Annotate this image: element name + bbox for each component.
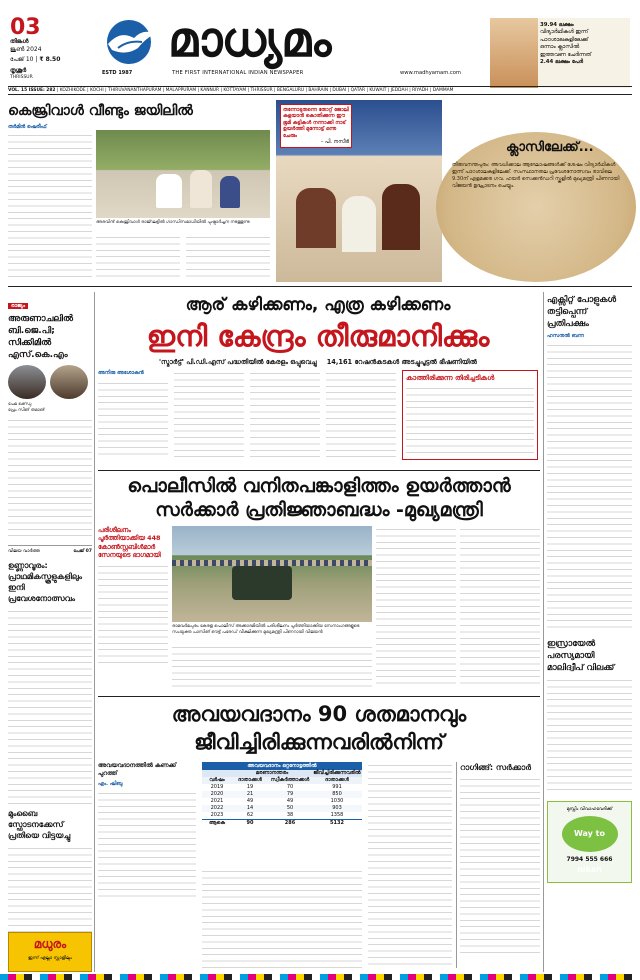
weekday: തിങ്കൾ	[10, 38, 29, 45]
lead-kicker[interactable]: ആര് കഴിക്കണം, എത്ര കഴിക്കണം	[185, 295, 451, 315]
right-byline: ഹസനുൽ ബന്ന	[547, 333, 584, 339]
police-body-3	[172, 644, 372, 688]
organ-col-0: വർഷം	[209, 777, 225, 783]
right-column	[547, 294, 632, 974]
promo-line-6: 2.44 ലക്ഷം പേർ	[540, 59, 584, 66]
right-body-1	[547, 342, 632, 632]
page-count: പേജ് 10	[10, 56, 34, 63]
story1-byline: തർമിൻ ഷെരീഫ്	[8, 124, 47, 130]
story-school	[276, 100, 632, 282]
lead-body-2	[174, 370, 244, 460]
madhuram-brand: മധുരം	[33, 937, 67, 951]
edition-city-en: THRISSUR	[10, 75, 33, 80]
organ-byline: എം. ഷിബു	[98, 781, 123, 787]
lead-byline: അനിരു അശോകൻ	[98, 370, 144, 376]
table-cell: 50	[286, 805, 294, 811]
sidebar-body-3	[8, 845, 92, 935]
lead-box-body	[406, 385, 534, 455]
organ-group-dead: മരണാനന്തരം	[255, 770, 289, 776]
promo-block	[490, 18, 630, 88]
edition-item: | THIRUVANANTHAPURAM	[103, 88, 162, 93]
organ-group-live: ജീവിച്ചിരിക്കുന്നവരിൽ	[313, 770, 361, 776]
organ-headline-1[interactable]: അവയവദാനം 90 ശതമാനവും	[171, 702, 467, 726]
school-title[interactable]: ക്ലാസിലേക്ക്...	[506, 140, 594, 155]
nikah-brand: Way to nikah	[562, 816, 618, 852]
sidebar-body-2	[8, 608, 92, 804]
story1-caption: അരവിന്ദ് കെജ്രിവാൾ രാജ്ഘട്ടിൽ ഗാന്ധിസമാധിയിൽ പുഷ്പാർച്ചന നടത്തുന്നു	[96, 220, 250, 225]
promo-line-4: ഒന്നാം ക്ലാസിൽ	[540, 44, 580, 51]
story1-headline[interactable]: കെജ്രിവാൾ വീണ്ടും ജയിലിൽ	[8, 103, 193, 119]
table-cell: 79	[286, 791, 294, 797]
organ-body-3	[368, 762, 452, 968]
lead-body-4	[326, 370, 396, 460]
edition-item: | DAMMAM	[428, 88, 454, 93]
story1-photo	[96, 130, 270, 218]
organ-sub-text: അവയവദാനത്തിൽ കണക്ക് പുറത്ത്	[98, 762, 177, 777]
organ-col-1: ദാതാക്കൾ	[238, 777, 262, 783]
ragging-body	[460, 776, 540, 956]
volume-issue: VOL. 15 ISSUE: 282	[8, 88, 56, 93]
story1-body-3	[186, 234, 270, 280]
promo-line-1: 39.94 ലക്ഷം	[540, 22, 574, 28]
nikah-caption: മുസ്ലിം വിവാഹവേദിക്ക്	[566, 807, 613, 812]
edition-item: | QATAR	[346, 88, 366, 93]
tagline: THE FIRST INTERNATIONAL INDIAN NEWSPAPER	[172, 70, 304, 76]
organ-table-body	[202, 784, 362, 819]
story-police	[98, 474, 540, 694]
lead-box-title: കാത്തിരിക്കുന്ന തിരിച്ചടികൾ	[406, 374, 495, 382]
organ-table	[202, 762, 362, 827]
lead-sub-2: 14,161 റേഷൻകടകൾ അടച്ചുപൂട്ടൽ ഭീഷണിയിൽ	[326, 358, 477, 366]
organ-body-1	[98, 790, 196, 900]
lead-body-3	[250, 370, 320, 460]
section-tag: രാജ്യം	[8, 303, 28, 309]
table-cell: 903	[332, 805, 342, 811]
editions-list	[57, 88, 454, 93]
divider-lower	[98, 696, 540, 697]
nikah-ad[interactable]	[547, 801, 632, 883]
edition-item: | RIYADH	[407, 88, 429, 93]
table-cell: 2021	[210, 798, 224, 804]
organ-col-2: സ്വീകർത്താക്കൾ	[270, 777, 310, 783]
table-cell: 991	[332, 784, 342, 790]
date-block: 03 തിങ്കൾ ജൂൺ 2024 പേജ് 10 | ₹ 8.50 തൃശൂർ THRISSUR	[10, 18, 78, 80]
promo-line-5: ഇത്തവണ ചേർന്നത്	[540, 51, 592, 58]
sidebar-footer-page: പേജ് 07	[73, 549, 92, 555]
portrait-1	[8, 365, 46, 399]
table-cell: 2020	[210, 791, 224, 797]
lead-box	[402, 370, 538, 460]
police-sidebar	[98, 526, 168, 663]
organ-total-3: 5132	[330, 820, 344, 826]
left-sidebar	[8, 292, 92, 980]
right-body-2	[547, 677, 632, 795]
israel-headline[interactable]: ഇസ്രായേൽ പരസ്യമായി മാലിദ്വീപ് വിലക്ക്	[547, 639, 615, 673]
organ-headline-2[interactable]: ജീവിച്ചിരിക്കുന്നവരിൽനിന്ന്	[194, 730, 444, 754]
lead-body-1	[98, 380, 168, 460]
website[interactable]: www.madhyamam.com	[400, 70, 461, 76]
divider-right	[543, 292, 544, 972]
price: ₹ 8.50	[39, 56, 61, 63]
lead-sub-1: 'സ്മാർട്ട്' പി.ഡി.എസ് പദ്ധതിയിൽ കേരളം ഒപ്പുവെച്ചു	[159, 358, 317, 366]
promo-line-2: വിദ്യാർഥികൾ ഇന്ന്	[540, 29, 588, 36]
madhuram-ad[interactable]	[8, 932, 92, 972]
day-number: 03	[10, 15, 41, 40]
school-kid-image	[490, 18, 538, 88]
ragging-headline[interactable]: റാഗിങ്ങ്: സർക്കാർ	[460, 763, 531, 772]
table-cell: 850	[332, 791, 342, 797]
police-caption: രാമവർമപുരം കേരള പൊലീസ് അക്കാദമിയിൽ പരിശീലനം പൂർത്തിയാക്കിയ സേനാംഗങ്ങളുടെ സംയുക്ത പാസിങ് ഔട്ട് പരേഡ് വീക്ഷിക്കുന്ന മുഖ്യമന്ത്രി പിണറായി വിജയൻ	[172, 624, 360, 635]
sidebar-story-headline-2[interactable]: മുംബൈ സ്ഫോടനക്കേസ് പ്രതിയെ വിട്ടയച്ചു	[8, 809, 71, 841]
lead-story	[98, 294, 538, 464]
divider-left	[94, 292, 95, 972]
police-sidebar-text: പരിശീലനം പൂർത്തിയാക്കിയ 448 കോൺസ്റ്റബിൾമാർ സേനയുടെ ഭാഗമായി	[98, 526, 161, 560]
portrait-2	[50, 365, 88, 399]
organ-total-2: 286	[284, 820, 296, 826]
police-photo	[172, 526, 372, 622]
organ-total-label: ആകെ	[209, 820, 225, 826]
edition-item: | JEDDAH	[386, 88, 408, 93]
masthead	[0, 0, 640, 96]
table-cell: 49	[286, 798, 294, 804]
organ-sub	[98, 762, 196, 900]
sidebar-headline[interactable]: അരുണാചലിൽ ബി.ജെ.പി; സിക്കിമിൽ എസ്.കെ.എം	[8, 314, 74, 360]
date-month: ജൂൺ 2024	[10, 46, 42, 53]
sidebar-story-headline[interactable]: ഉണ്ണാവൂരം: പ്രാഥമികസ്കൂളുകളിലും ഇനി പ്രവേശനോത്സവം	[8, 561, 83, 604]
dove-logo-icon	[98, 18, 160, 66]
table-row	[202, 784, 362, 791]
edition-item: | MALAPPURAM	[161, 88, 197, 93]
exit-poll-headline[interactable]: എക്സിറ്റ് പോളുകൾ തട്ടിപ്പെന്ന് പ്രതിപക്ഷം	[547, 295, 617, 329]
table-cell: 21	[246, 791, 254, 797]
nikah-phone: 7994 555 666	[566, 856, 613, 863]
story1-body-2	[96, 234, 180, 280]
table-cell: 1030	[330, 798, 344, 804]
table-cell: 14	[246, 805, 254, 811]
police-sidebar-body	[98, 563, 168, 663]
ragging-story	[460, 762, 540, 956]
edition-item: | DUBAI	[328, 88, 347, 93]
registration-strip	[0, 974, 640, 980]
promo-line-3: പാഠശാലകളിലേക്ക്	[540, 36, 589, 43]
divider-mid	[98, 470, 540, 471]
school-body: തിരുവനന്തപുരം: അവധിക്കാല ആഘോഷങ്ങൾക്ക് ശേഷം വിദ്യാർഥികൾ ഇന്ന് പാഠശാലകളിലേക്ക്. സംസ്ഥാനതല പ്രവേശനോത്സവം രാവിലെ 9.30ന് എളമക്കര ഗവ. ഹയർ സെക്കൻഡറി സ്കൂളിൽ മുഖ്യമന്ത്രി പിണറായി വിജയൻ ഉദ്ഘാടനം ചെയ്യും.	[452, 162, 620, 189]
organ-table-title: അവയവദാനം ഒറ്റനോട്ടത്തിൽ	[202, 762, 362, 770]
table-cell: 2023	[210, 812, 224, 818]
sidebar-body-1	[8, 417, 92, 541]
edition-city: തൃശൂർ	[10, 67, 27, 74]
table-cell: 62	[246, 812, 254, 818]
table-cell: 2019	[210, 784, 224, 790]
divider-top	[8, 286, 632, 287]
table-cell: 1358	[330, 812, 344, 818]
quote-text: തന്നോടുതന്നെ തോറ്റ് ജോലി കളയാൻ കൊതിക്കുന്ന ഈ ഭൂമി കുട്ടികൾ നന്നാക്കി നാട് ഉയർത്തി മുന്നോട്ട് ഒന്നു ചേരും	[283, 107, 349, 139]
edition-item: | KANNUR	[196, 88, 220, 93]
sidebar-footer-label: വിജയ വാർത്ത	[8, 549, 40, 555]
table-cell: 49	[246, 798, 254, 804]
estd-label: ESTD 1987	[102, 70, 133, 76]
organ-col-3: ദാതാക്കൾ	[325, 777, 349, 783]
table-cell: 19	[246, 784, 254, 790]
organ-body-2	[202, 868, 362, 968]
portrait-caption-2: പ്രേം സിങ് തമാങ്	[8, 407, 45, 413]
police-body-1	[376, 526, 456, 686]
edition-item: | THRISSUR	[246, 88, 273, 93]
table-cell: 2022	[210, 805, 224, 811]
edition-item: | BAHRAIN	[304, 88, 329, 93]
quote-author: – പി. നസീർ	[320, 139, 349, 146]
edition-item: | KUWAIT	[365, 88, 387, 93]
story1-body	[8, 132, 92, 280]
table-row	[202, 812, 362, 819]
story-kejriwal	[8, 100, 270, 282]
table-cell: 38	[286, 812, 294, 818]
police-body-2	[460, 526, 540, 686]
lead-headline[interactable]: ഇനി കേന്ദ്രം തീരുമാനിക്കും	[146, 319, 490, 353]
edition-item: | KOZHIKODE	[56, 88, 86, 93]
paper-title: മാധ്യമം	[168, 12, 331, 68]
table-row	[202, 798, 362, 805]
edition-item: | KOTTAYAM	[219, 88, 247, 93]
table-row	[202, 805, 362, 812]
table-row	[202, 791, 362, 798]
quote-box	[280, 104, 352, 148]
edition-item: | BENGALURU	[272, 88, 305, 93]
madhuram-sub: ഇന്ന് എല്ലാ സ്റ്റാളിലും	[28, 956, 72, 961]
story-organ	[98, 700, 540, 972]
organ-total-1: 90	[246, 820, 254, 826]
editions-bar	[8, 86, 632, 95]
edition-item: | KOCHI	[85, 88, 104, 93]
police-headline[interactable]: പൊലീസിൽ വനിതപങ്കാളിത്തം ഉയർത്താൻ സർക്കാർ പ്രതിജ്ഞാബദ്ധം -മുഖ്യമന്ത്രി	[127, 475, 511, 521]
portrait-caption-1: പേമ ഖണ്ഡു	[8, 402, 32, 407]
table-cell: 70	[286, 784, 294, 790]
